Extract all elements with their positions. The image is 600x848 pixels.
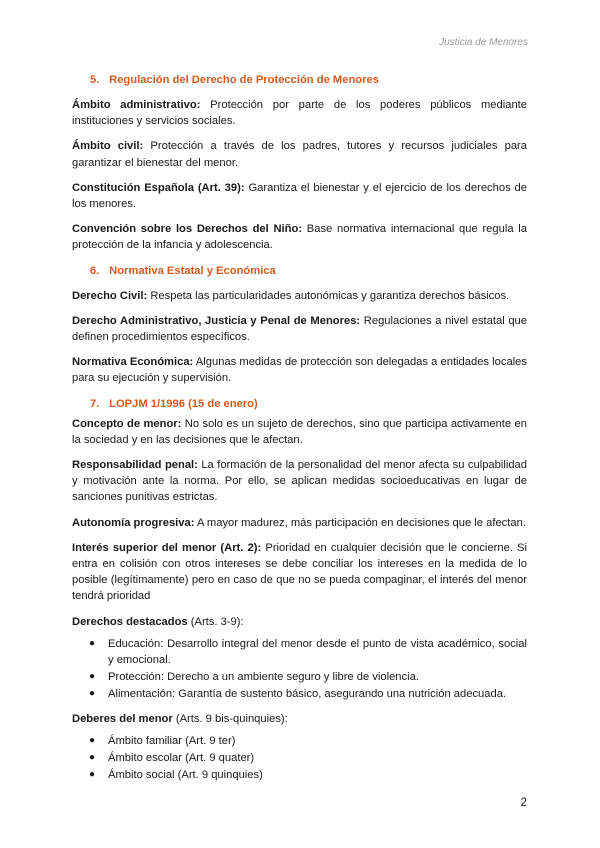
list-item <box>89 750 527 766</box>
term-text: No solo es un sujeto de derechos, sino que participa activamente en la sociedad y en las decisiones que le afectan. <box>72 417 527 446</box>
list-intro <box>72 711 527 727</box>
derechos-list <box>72 636 527 703</box>
paragraph <box>72 313 527 345</box>
term-text: (Arts. 3-9): <box>187 615 244 628</box>
term-label: Ámbito civil: <box>72 140 144 153</box>
list-item-text: Alimentación: Garantía de sustento básico, asegurando una nutrición adecuada. <box>108 688 507 701</box>
term-text: Algunas medidas de protección son delegadas a entidades locales para su ejecución y supervisión. <box>72 356 528 385</box>
paragraph <box>72 457 527 506</box>
section-title: Normativa Estatal y Económica <box>109 264 276 277</box>
section-title: Regulación del Derecho de Protección de Menores <box>109 74 379 86</box>
paragraph <box>72 416 527 448</box>
term-label: Deberes del menor <box>72 712 173 725</box>
term-text: La formación de la personalidad del menor afecta su culpabilidad y motivación ante la norma. Por ello, se aplican medidas socioeducativas en lugar de sanciones punitivas estrictas. <box>72 459 528 504</box>
list-item-text: Protección: Derecho a un ambiente seguro y libre de violencia. <box>108 671 419 684</box>
paragraph <box>72 180 527 212</box>
term-label: Interés superior del menor (Art. 2): <box>72 541 262 554</box>
paragraph <box>72 221 527 253</box>
paragraph <box>72 540 527 605</box>
section-number: 6. <box>90 264 100 277</box>
term-text: Protección por parte de los poderes públicos mediante instituciones y servicios sociales. <box>72 99 528 128</box>
term-label: Derecho Civil: <box>72 289 148 302</box>
bullet-icon: ● <box>89 671 96 683</box>
page-number: 2 <box>520 797 527 809</box>
list-item <box>89 636 527 668</box>
term-label: Ámbito administrativo: <box>72 99 201 111</box>
running-header: Justicia de Menores <box>439 37 528 48</box>
section-number: 5. <box>90 74 100 86</box>
paragraph <box>72 288 527 304</box>
term-text: Base normativa internacional que regula la protección de la infancia y adolescencia. <box>72 223 527 252</box>
term-label: Convención sobre los Derechos del Niño: <box>72 223 303 236</box>
list-item <box>89 767 527 783</box>
list-item <box>89 733 527 749</box>
list-item <box>89 686 527 702</box>
paragraph <box>72 138 527 170</box>
term-label: Autonomía progresiva: <box>72 516 195 529</box>
section-title: LOPJM 1/1996 (15 de enero) <box>109 397 258 410</box>
bullet-icon: ● <box>89 637 96 649</box>
section-heading <box>90 72 527 88</box>
deberes-list <box>72 733 527 784</box>
list-item <box>89 669 527 685</box>
term-label: Concepto de menor: <box>72 417 182 430</box>
bullet-icon: ● <box>89 734 96 746</box>
term-text: Garantiza el bienestar y el ejercicio de los derechos de los menores. <box>72 181 527 211</box>
list-item-text: Educación: Desarrollo integral del menor desde el punto de vista académico, social y emocional. <box>108 637 527 667</box>
term-text: Respeta las particularidades autonómicas y garantiza derechos básicos. <box>147 289 510 302</box>
term-text: Protección a través de los padres, tutores y recursos judiciales para garantizar el bienestar del menor. <box>72 140 527 169</box>
term-text: Prioridad en cualquier decisión que le concierne. Si entra en colisión con otros intereses se debe conciliar los intereses en la medida de lo posible (legítimamente) pero en caso de que no se pueda compaginar, el interés del menor tendrá prioridad <box>72 541 528 603</box>
section-number: 7. <box>90 397 100 410</box>
term-text: Regulaciones a nivel estatal que definen procedimientos específicos. <box>72 314 527 344</box>
paragraph <box>72 354 527 386</box>
bullet-icon: ● <box>89 688 96 700</box>
list-item-text: Ámbito escolar (Art. 9 quater) <box>108 752 255 765</box>
section-heading <box>90 263 527 279</box>
list-item-text: Ámbito familiar (Art. 9 ter) <box>108 734 236 747</box>
term-label: Normativa Económica: <box>72 356 194 369</box>
document-body <box>72 64 527 792</box>
section-heading <box>90 396 527 412</box>
bullet-icon: ● <box>89 752 96 764</box>
term-label: Derechos destacados <box>72 615 188 628</box>
term-label: Responsabilidad penal: <box>72 459 198 472</box>
list-item-text: Ámbito social (Art. 9 quinquies) <box>108 769 263 782</box>
bullet-icon: ● <box>89 769 96 781</box>
list-intro <box>72 614 527 630</box>
term-text: (Arts. 9 bis-quinquies): <box>172 712 288 725</box>
paragraph <box>72 97 527 129</box>
term-label: Constitución Española (Art. 39): <box>72 181 245 194</box>
term-label: Derecho Administrativo, Justicia y Penal de Menores: <box>72 314 361 327</box>
term-text: A mayor madurez, más participación en decisiones que le afectan. <box>194 516 526 529</box>
paragraph <box>72 515 527 531</box>
